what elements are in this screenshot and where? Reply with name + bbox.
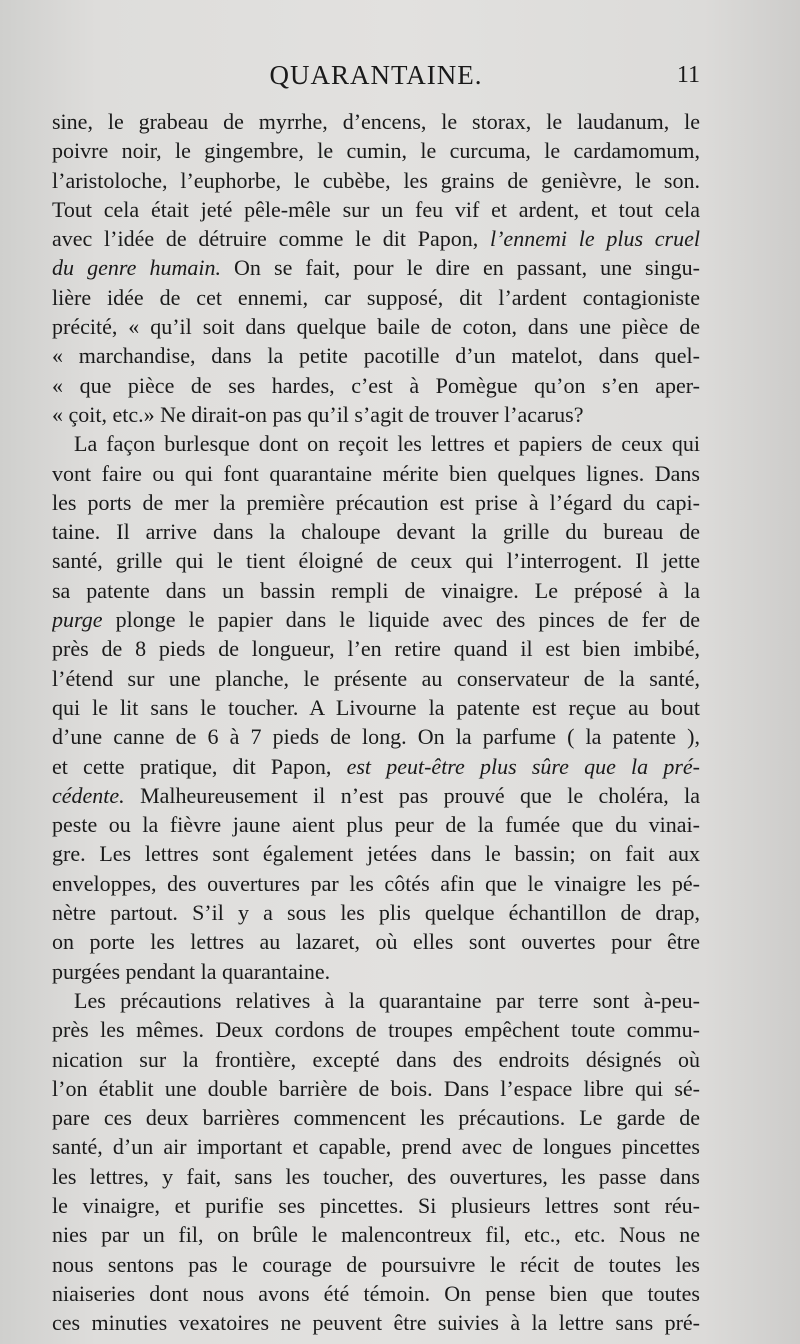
line-text: vont faire ou qui font quarantaine mérite bien quelques lignes. Dans [52, 460, 700, 486]
text-line [52, 869, 700, 898]
text-line [52, 136, 700, 165]
line-text-after: On se fait, pour le dire en passant, une singu- [220, 255, 700, 281]
running-title: QUARANTAINE. [269, 60, 483, 90]
text-line [52, 253, 700, 282]
line-text: nous sentons pas le courage de poursuivre le récit de toutes les [52, 1251, 700, 1277]
text-line [52, 810, 700, 839]
italic-phrase: est peut-être plus sûre que la pré- [346, 753, 700, 779]
text-line [52, 195, 700, 224]
text-line [52, 1308, 700, 1337]
line-text: santé, grille qui le tient éloigné de ceux qui l’interrogent. Il jette [52, 548, 700, 574]
text-line [52, 664, 700, 693]
line-text: niaiseries dont nous avons été témoin. On pense bien que toutes [52, 1280, 700, 1306]
text-line [52, 986, 700, 1015]
line-text: lière idée de cet ennemi, car supposé, dit l’ardent contagioniste [52, 284, 700, 310]
line-text: nication sur la frontière, excepté dans des endroits désignés où [52, 1046, 700, 1072]
text-line [52, 166, 700, 195]
line-text: « marchandise, dans la petite pacotille d’un matelot, dans quel- [52, 343, 700, 369]
italic-phrase: purge [52, 607, 103, 633]
text-line [52, 488, 700, 517]
line-text: « que pièce de ses hardes, c’est à Pomègue qu’on s’en aper- [52, 372, 700, 398]
text-line [52, 1074, 700, 1103]
italic-phrase: du genre humain. [52, 255, 221, 281]
line-text: l’étend sur une planche, le présente au conservateur de la santé, [52, 665, 700, 691]
text-line [52, 546, 700, 575]
text-line [52, 107, 700, 136]
text-line [52, 781, 700, 810]
text-line [52, 1191, 700, 1220]
line-text: sine, le grabeau de myrrhe, d’encens, le storax, le laudanum, le [52, 109, 700, 134]
page-header [52, 60, 700, 96]
line-text: gre. Les lettres sont également jetées dans le bassin; on fait aux [52, 841, 700, 867]
text-line [52, 1045, 700, 1074]
line-text: l’aristoloche, l’euphorbe, le cubèbe, les grains de genièvre, le son. [52, 167, 700, 193]
text-line [52, 224, 700, 253]
text-line [52, 517, 700, 546]
text-line [52, 341, 700, 370]
text-line [52, 283, 700, 312]
line-text: sa patente dans un bassin rempli de vinaigre. Le préposé à la [52, 577, 700, 603]
text-line [52, 1103, 700, 1132]
line-text: précité, « qu’il soit dans quelque baile de coton, dans une pièce de [52, 314, 700, 340]
line-text: enveloppes, des ouvertures par les côtés afin que le vinaigre les pé- [52, 870, 700, 896]
line-text: La façon burlesque dont on reçoit les lettres et papiers de ceux qui [74, 431, 700, 457]
line-text: taine. Il arrive dans la chaloupe devant la grille du bureau de [52, 519, 700, 545]
line-text: l’on établit une double barrière de bois. Dans l’espace libre qui sé- [52, 1075, 700, 1101]
text-line [52, 898, 700, 927]
page-number: 11 [676, 62, 700, 88]
line-text: avec l’idée de détruire comme le dit Papon, [52, 226, 490, 252]
text-line [52, 957, 700, 986]
text-line [52, 752, 700, 781]
line-text: près de 8 pieds de longueur, l’en retire quand il est bien imbibé, [52, 636, 700, 662]
line-text-after: plonge le papier dans le liquide avec des pinces de fer de [102, 607, 700, 633]
line-text-after: Malheureusement il n’est pas prouvé que le choléra, la [124, 782, 700, 808]
line-text: Tout cela était jeté pêle-mêle sur un feu vif et ardent, et tout cela [52, 196, 700, 222]
line-text: nies par un fil, on brûle le malencontreux fil, etc., etc. Nous ne [52, 1222, 700, 1248]
italic-phrase: cédente. [52, 782, 125, 808]
line-text: qui le lit sans le toucher. A Livourne la patente est reçue au bout [52, 694, 700, 720]
text-line [52, 634, 700, 663]
line-text: les lettres, y fait, sans les toucher, des ouvertures, les passe dans [52, 1163, 700, 1189]
italic-phrase: l’ennemi le plus cruel [489, 226, 700, 252]
text-line [52, 722, 700, 751]
text-line [52, 1132, 700, 1161]
text-line [52, 429, 700, 458]
line-text: poivre noir, le gingembre, le cumin, le curcuma, le cardamomum, [52, 138, 700, 164]
line-text: santé, d’un air important et capable, prend avec de longues pincettes [52, 1134, 700, 1160]
text-line [52, 400, 700, 429]
line-text: les ports de mer la première précaution est prise à l’égard du capi- [52, 489, 700, 515]
text-line [52, 459, 700, 488]
line-text: près les mêmes. Deux cordons de troupes empêchent toute commu- [52, 1017, 700, 1043]
text-line [52, 1279, 700, 1308]
line-text: ces minuties vexatoires ne peuvent être suivies à la lettre sans pré- [52, 1310, 700, 1336]
text-line [52, 1162, 700, 1191]
line-text: et cette pratique, dit Papon, [52, 753, 347, 779]
text-line [52, 576, 700, 605]
text-line [52, 312, 700, 341]
text-line [52, 605, 700, 634]
line-text: Les précautions relatives à la quarantaine par terre sont à-peu- [74, 987, 700, 1013]
body-text [52, 107, 700, 1337]
text-line [52, 1015, 700, 1044]
text-line [52, 1250, 700, 1279]
line-text: nètre partout. S’il y a sous les plis quelque échantillon de drap, [52, 900, 700, 926]
text-line [52, 839, 700, 868]
line-text: d’une canne de 6 à 7 pieds de long. On la parfume ( la patente ), [52, 724, 700, 750]
text-line [52, 1220, 700, 1249]
line-text: le vinaigre, et purifie ses pincettes. Si plusieurs lettres sont réu- [52, 1192, 700, 1218]
text-line [52, 693, 700, 722]
line-text: « çoit, etc.» Ne dirait-on pas qu’il s’agit de trouver l’acarus? [52, 401, 584, 427]
line-text: on porte les lettres au lazaret, où elles sont ouvertes pour être [52, 929, 700, 955]
text-line [52, 371, 700, 400]
line-text: pare ces deux barrières commencent les précautions. Le garde de [52, 1105, 700, 1131]
text-line [52, 927, 700, 956]
line-text: peste ou la fièvre jaune aient plus peur de la fumée que du vinai- [52, 812, 700, 838]
line-text: purgées pendant la quarantaine. [52, 958, 331, 984]
